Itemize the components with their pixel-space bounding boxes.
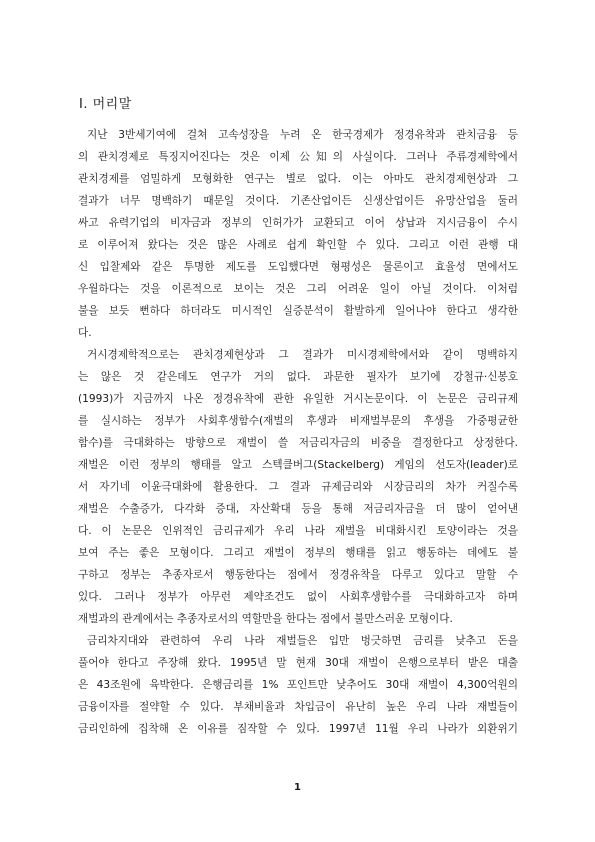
section-heading: Ⅰ. 머리말 [79,97,132,112]
paragraph-line: 금리차지대와 관련하여 우리 나라 재벌들은 입만 벙긋하면 금리를 낮추고 돈을 [87,635,518,647]
paragraph-line: 로 이루어져 왔다는 것은 많은 사례로 쉽게 확인할 수 있다. 그리고 이런 관행 대 [78,239,518,251]
paragraph-line: 지난 3반세기여에 걸쳐 고속성장을 누려 온 한국경제가 정경유착과 관치금융 등 [87,129,518,141]
paragraph-line: 결과가 너무 명백하기 때문일 것이다. 기존산업이든 신생산업이든 유망산업을 둘러 [78,195,518,207]
paragraph-line: 신 입찰제와 같은 투명한 제도를 도입했다면 형평성은 물론이고 효율성 면에서도 [78,261,518,273]
paragraph-line: 구하고 정부는 추종자로서 행동한다는 점에서 정경유착을 다루고 있다고 말할 수 [78,569,518,581]
paragraph-line: 싸고 유력기업의 비자금과 정부의 인허가가 교환되고 이어 상납과 지시금융이 수시 [78,217,518,229]
paragraph-line: (1993)가 지금까지 나온 정경유착에 관한 유일한 거시논문이다. 이 논문은 금리규제 [78,393,518,405]
paragraph-line: 는 않은 것 같은데도 연구가 거의 없다. 과문한 필자가 보기에 강철규·신봉호 [78,371,518,383]
paragraph-line: 를 실시하는 정부가 사회후생함수(재벌의 후생과 비재벌부문의 후생을 가중평균한 [78,415,518,427]
paragraph-line: 우월하다는 것을 이론적으로 보이는 것은 그리 어려운 일이 아닐 것이다. 이처럼 [78,283,518,295]
paragraph-line: 재벌은 이런 정부의 행태를 알고 스텍클버그(Stackelberg) 게임의 선도자(leader)로 [78,459,518,471]
paragraph-line: 다. 이 논문은 인위적인 금리규제가 우리 나라 재벌을 비대화시킨 토양이라는 것을 [78,525,518,537]
paragraph-line: 서 자기네 이윤극대화에 활용한다. 그 결과 규제금리와 시장금리의 차가 커질수록 [78,481,518,493]
body-text [78,124,518,740]
paragraph-line: 관치경제를 엄밀하게 모형화한 연구는 별로 없다. 이는 아마도 관치경제현상과 그 [78,173,518,185]
paragraph-line: 은 43조원에 육박한다. 은행금리를 1% 포인트만 낮추어도 30대 재벌이 4,300억원의 [78,679,518,691]
paragraph-line: 풀어야 한다고 주장해 왔다. 1995년 말 현재 30대 재벌이 은행으로부터 받은 대출 [78,657,518,669]
paragraph-line: 재벌은 수출증가, 다각화 증대, 자산확대 등을 통해 저금리자금을 더 많이 얻어낸 [78,503,518,515]
paragraph-line: 의 관치경제로 특징지어진다는 것은 이제 公知의 사실이다. 그러나 주류경제학에서 [78,151,518,163]
paragraph-line: 다. [78,327,92,339]
page-number: 1 [294,782,301,793]
paragraph-line: 보여 주는 좋은 모형이다. 그리고 재벌이 정부의 행태를 읽고 행동하는 데에도 불 [78,547,518,559]
paragraph-line: 거시경제학적으로는 관치경제현상과 그 결과가 미시경제학에서와 같이 명백하지 [87,349,518,361]
paragraph-line: 있다. 그러나 정부가 아무런 제약조건도 없이 사회후생함수를 극대화하고자 하며 [78,591,518,603]
paragraph-line: 함수)를 극대화하는 방향으로 재벌이 쓸 저금리자금의 비중을 결정한다고 상정한다. [78,437,518,449]
paragraph-line: 금융이자를 절약할 수 있다. 부채비율과 차입금이 유난히 높은 우리 나라 재벌들이 [78,701,518,713]
paragraph-line: 금리인하에 집착해 온 이유를 짐작할 수 있다. 1997년 11월 우리 나라가 외환위기 [78,723,518,735]
paragraph-line: 재벌과의 관계에서는 추종자로서의 역할만을 한다는 점에서 불만스러운 모형이다. [78,613,453,625]
paragraph-line: 불을 보듯 뻔하다 하더라도 미시적인 실증분석이 활발하게 일어나야 한다고 생각한 [78,305,518,317]
